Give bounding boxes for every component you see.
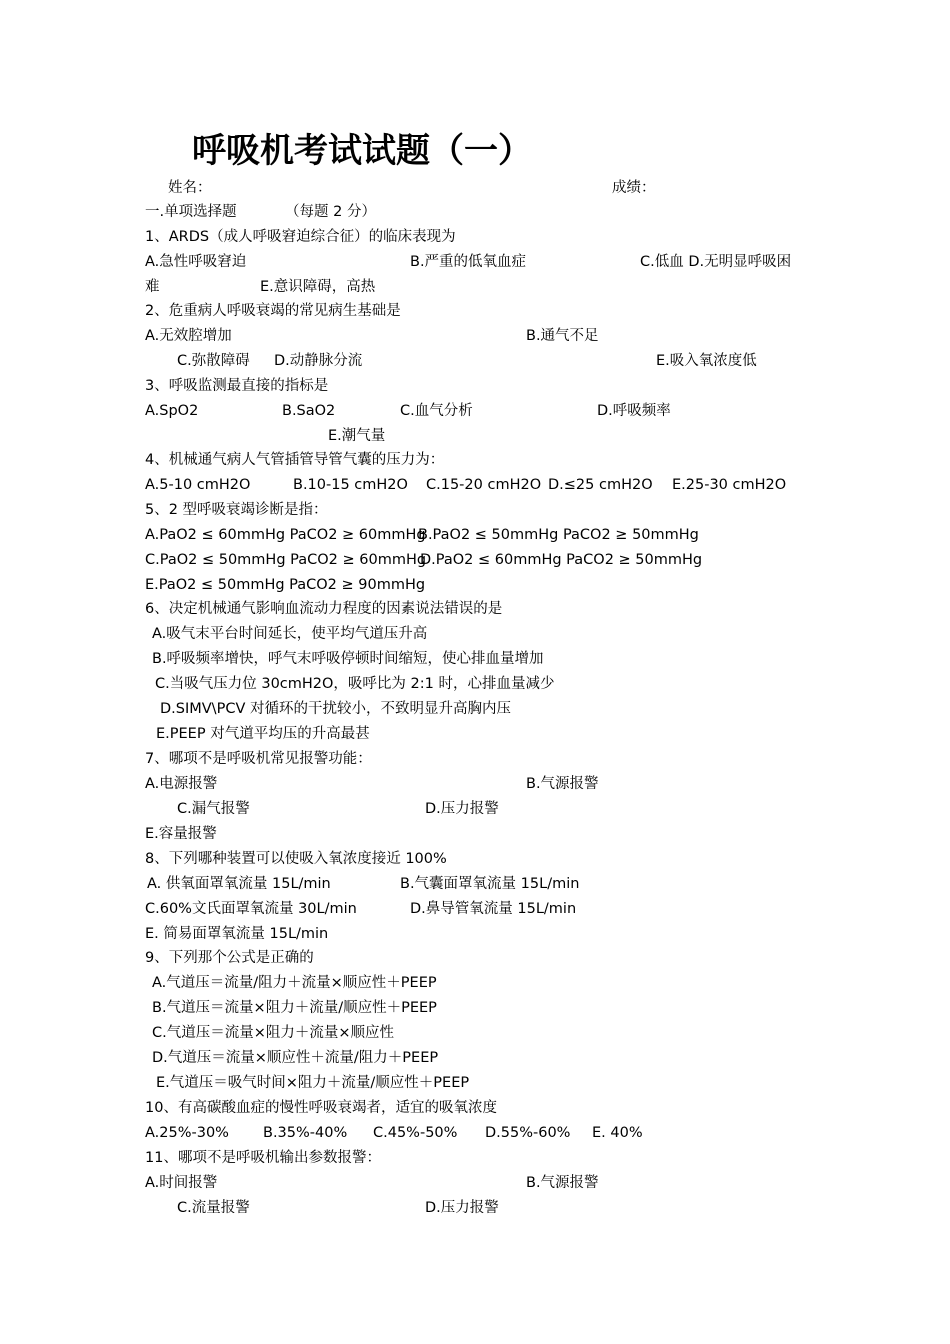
question-2-option-b: B.通气不足: [526, 328, 599, 344]
question-10-option-c: C.45%-50%: [373, 1125, 458, 1141]
question-6-option-c: C.当吸气压力位 30cmH2O，吸呼比为 2:1 时，心排血量减少: [155, 676, 555, 692]
question-8-option-a: A. 供氧面罩氧流量 15L/min: [147, 876, 331, 892]
question-7-option-a: A.电源报警: [145, 776, 218, 792]
question-1-option-cd-continued: 难: [145, 279, 160, 295]
question-3-option-c: C.血气分析: [400, 403, 473, 419]
section-points: （每题 2 分）: [285, 204, 376, 220]
question-6-stem: 6、决定机械通气影响血流动力程度的因素说法错误的是: [145, 601, 503, 617]
question-10-option-b: B.35%-40%: [263, 1125, 348, 1141]
question-5-stem: 5、2 型呼吸衰竭诊断是指：: [145, 502, 328, 518]
question-9-option-c: C.气道压＝流量×阻力＋流量×顺应性: [152, 1025, 395, 1041]
question-3-option-d: D.呼吸频率: [597, 403, 671, 419]
question-7-option-b: B.气源报警: [526, 776, 599, 792]
question-7-stem: 7、哪项不是呼吸机常见报警功能：: [145, 751, 372, 767]
name-label: 姓名：: [168, 180, 212, 196]
question-2-option-a: A.无效腔增加: [145, 328, 232, 344]
question-4-option-e: E.25-30 cmH2O: [672, 477, 787, 493]
question-8-option-c: C.60%文氏面罩氧流量 30L/min: [145, 901, 357, 917]
question-2-option-c: C.弥散障碍: [177, 353, 250, 369]
question-4-stem: 4、机械通气病人气管插管导管气囊的压力为：: [145, 452, 445, 468]
question-4-option-a: A.5-10 cmH2O: [145, 477, 251, 493]
question-11-option-b: B.气源报警: [526, 1175, 599, 1191]
question-9-option-d: D.气道压＝流量×顺应性＋流量/阻力＋PEEP: [152, 1050, 439, 1066]
question-11-stem: 11、哪项不是呼吸机输出参数报警：: [145, 1150, 381, 1166]
question-2-option-e: E.吸入氧浓度低: [656, 353, 757, 369]
question-10-stem: 10、有高碳酸血症的慢性呼吸衰竭者，适宜的吸氧浓度: [145, 1100, 497, 1116]
question-10-option-a: A.25%-30%: [145, 1125, 229, 1141]
question-7-option-c: C.漏气报警: [177, 801, 250, 817]
question-11-option-d: D.压力报警: [425, 1200, 499, 1216]
question-10-option-e: E. 40%: [592, 1125, 643, 1141]
question-1-option-e: E.意识障碍，高热: [260, 279, 376, 295]
question-6-option-e: E.PEEP 对气道平均压的升高最甚: [156, 726, 370, 742]
question-3-option-b: B.SaO2: [282, 403, 336, 419]
question-3-stem: 3、呼吸监测最直接的指标是: [145, 378, 329, 394]
section-heading: 一.单项选择题: [145, 204, 237, 220]
question-6-option-b: B.呼吸频率增快，呼气末呼吸停顿时间缩短，使心排血量增加: [152, 651, 544, 667]
question-3-option-e: E.潮气量: [328, 428, 386, 444]
question-7-option-e: E.容量报警: [145, 826, 217, 842]
question-8-option-d: D.鼻导管氧流量 15L/min: [410, 901, 577, 917]
question-11-option-c: C.流量报警: [177, 1200, 250, 1216]
question-8-stem: 8、下列哪种装置可以使吸入氧浓度接近 100%: [145, 851, 447, 867]
question-9-stem: 9、下列那个公式是正确的: [145, 950, 314, 966]
question-7-option-d: D.压力报警: [425, 801, 499, 817]
question-3-option-a: A.SpO2: [145, 403, 199, 419]
question-4-option-c: C.15-20 cmH2O: [426, 477, 542, 493]
question-2-stem: 2、危重病人呼吸衰竭的常见病生基础是: [145, 303, 401, 319]
question-10-option-d: D.55%-60%: [485, 1125, 571, 1141]
question-8-option-e: E. 简易面罩氧流量 15L/min: [145, 926, 329, 942]
question-4-option-d: D.≤25 cmH2O: [548, 477, 653, 493]
question-5-option-d: D.PaO2 ≤ 60mmHg PaCO2 ≥ 50mmHg: [420, 552, 703, 568]
question-8-option-b: B.气囊面罩氧流量 15L/min: [400, 876, 580, 892]
question-5-option-c: C.PaO2 ≤ 50mmHg PaCO2 ≥ 60mmHg: [145, 552, 427, 568]
question-6-option-a: A.吸气末平台时间延长，使平均气道压升高: [152, 626, 428, 642]
question-2-option-d: D.动静脉分流: [274, 353, 363, 369]
question-5-option-a: A.PaO2 ≤ 60mmHg PaCO2 ≥ 60mmHg: [145, 527, 426, 543]
question-1-option-b: B.严重的低氧血症: [410, 254, 527, 270]
question-6-option-d: D.SIMV\PCV 对循环的干扰较小，不致明显升高胸内压: [160, 701, 511, 717]
score-label: 成绩：: [612, 180, 656, 196]
question-1-option-cd: C.低血 D.无明显呼吸困: [640, 254, 792, 270]
page-title: 呼吸机考试试题（一）: [192, 131, 532, 171]
question-5-option-b: B.PaO2 ≤ 50mmHg PaCO2 ≥ 50mmHg: [418, 527, 699, 543]
question-1-stem: 1、ARDS（成人呼吸窘迫综合征）的临床表现为: [145, 229, 456, 245]
question-9-option-e: E.气道压＝吸气时间×阻力＋流量/顺应性＋PEEP: [156, 1075, 470, 1091]
question-5-option-e: E.PaO2 ≤ 50mmHg PaCO2 ≥ 90mmHg: [145, 577, 426, 593]
question-1-option-a: A.急性呼吸窘迫: [145, 254, 247, 270]
question-9-option-a: A.气道压＝流量/阻力＋流量×顺应性＋PEEP: [152, 975, 437, 991]
question-4-option-b: B.10-15 cmH2O: [293, 477, 408, 493]
question-9-option-b: B.气道压＝流量×阻力＋流量/顺应性＋PEEP: [152, 1000, 437, 1016]
question-11-option-a: A.时间报警: [145, 1175, 218, 1191]
